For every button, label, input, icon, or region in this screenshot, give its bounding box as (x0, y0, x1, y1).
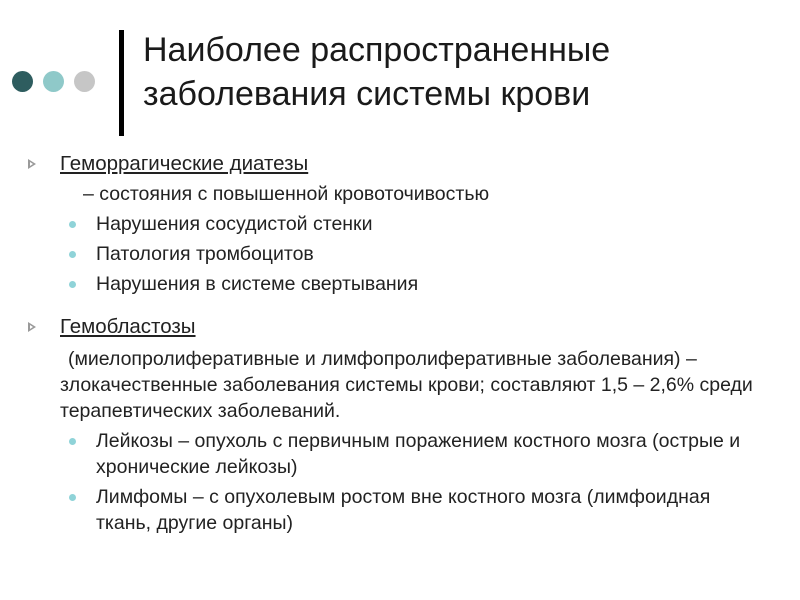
section-heading-text: Геморрагические диатезы (60, 152, 309, 175)
list-item (24, 211, 784, 237)
title-line-2: заболевания системы крови (143, 75, 591, 113)
section-hemorrhagic-diatheses (24, 151, 784, 297)
section-note: (миелопролиферативные и лимфопролиферативные заболевания) – злокачественные заболевания системы крови; составляют 1,5 – 2,6% среди терапевтических заболеваний. (60, 348, 753, 422)
list-item-text: Нарушения в системе свертывания (96, 273, 419, 295)
title-divider (119, 30, 124, 136)
list-item (24, 271, 784, 297)
section-hemoblastoses (24, 314, 784, 536)
dot-bullet-icon (69, 251, 76, 258)
section-heading (24, 314, 784, 340)
dot-icon-gray (74, 71, 95, 92)
list-item (24, 241, 784, 267)
list-item-text: Лейкозы – опухоль с первичным поражением костного мозга (острые и хронические лейкозы) (96, 430, 741, 478)
section-heading-text: Гемобластозы (60, 315, 196, 338)
dot-bullet-icon (69, 281, 76, 288)
slide-content (24, 151, 784, 536)
title-line-1: Наиболее распространенные (143, 31, 611, 69)
dot-bullet-icon (69, 494, 76, 501)
list-item (24, 484, 756, 536)
decorative-dots (12, 71, 95, 92)
dot-bullet-icon (69, 221, 76, 228)
list-item-text: Нарушения сосудистой стенки (96, 213, 373, 235)
arrow-bullet-icon (28, 159, 37, 168)
dot-bullet-icon (69, 438, 76, 445)
arrow-bullet-icon (28, 322, 37, 331)
list-item-text: Лимфомы – с опухолевым ростом вне костного мозга (лимфоидная ткань, другие органы) (96, 486, 711, 534)
dot-icon-teal (43, 71, 64, 92)
section-heading (24, 151, 784, 177)
list-item-text: Патология тромбоцитов (96, 243, 314, 265)
section-note: – состояния с повышенной кровоточивостью (83, 183, 490, 205)
dot-icon-dark (12, 71, 33, 92)
slide-title (143, 28, 783, 116)
list-item (24, 428, 756, 480)
